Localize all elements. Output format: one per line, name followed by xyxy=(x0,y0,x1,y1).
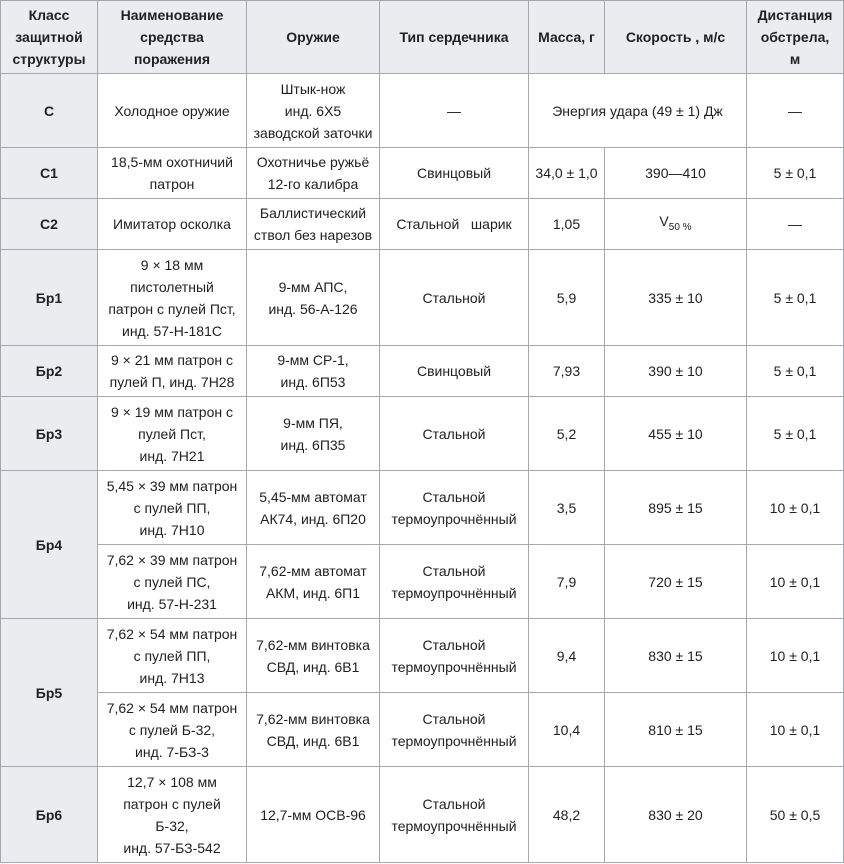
speed-cell: 335 ± 10 xyxy=(605,250,747,346)
weapon-cell: Баллистический ствол без нарезов xyxy=(247,199,380,250)
core-cell: Свинцовый xyxy=(380,346,529,397)
speed-symbol: V xyxy=(659,212,669,229)
weapon-cell: 5,45-мм автомат АК74, инд. 6П20 xyxy=(247,471,380,545)
means-cell: Холодное оружие xyxy=(98,74,247,148)
class-cell: Бр4 xyxy=(1,471,98,619)
mass-cell: 48,2 xyxy=(529,767,605,863)
class-cell: Бр1 xyxy=(1,250,98,346)
distance-cell: 10 ± 0,1 xyxy=(747,471,844,545)
speed-cell: 390—410 xyxy=(605,148,747,199)
mass-cell: 34,0 ± 1,0 xyxy=(529,148,605,199)
core-cell: Стальной термоупрочнённый xyxy=(380,471,529,545)
core-cell: Стальной xyxy=(380,250,529,346)
mass-cell: 3,5 xyxy=(529,471,605,545)
distance-cell: — xyxy=(747,199,844,250)
header-class: Класс защитной структуры xyxy=(1,1,98,74)
mass-cell: 10,4 xyxy=(529,693,605,767)
class-cell: Бр3 xyxy=(1,397,98,471)
distance-cell: 5 ± 0,1 xyxy=(747,346,844,397)
means-cell: 7,62 × 54 мм патрон с пулей Б-32, инд. 7-БЗ-3 xyxy=(98,693,247,767)
core-cell: Свинцовый xyxy=(380,148,529,199)
means-cell: 5,45 × 39 мм патрон с пулей ПП, инд. 7Н10 xyxy=(98,471,247,545)
table-row-br1 xyxy=(1,250,844,346)
speed-cell: 455 ± 10 xyxy=(605,397,747,471)
weapon-cell: 7,62-мм винтовка СВД, инд. 6В1 xyxy=(247,693,380,767)
table-row-br5b xyxy=(1,693,844,767)
means-cell: 9 × 18 мм пистолетный патрон с пулей Пст, инд. 57-Н-181С xyxy=(98,250,247,346)
weapon-cell: Штык-нож инд. 6Х5 заводской заточки xyxy=(247,74,380,148)
class-cell: С1 xyxy=(1,148,98,199)
weapon-cell: 9-мм СР-1, инд. 6П53 xyxy=(247,346,380,397)
header-row xyxy=(1,1,844,74)
table-row-br2 xyxy=(1,346,844,397)
means-cell: 7,62 × 39 мм патрон с пулей ПС, инд. 57-Н-231 xyxy=(98,545,247,619)
distance-cell: — xyxy=(747,74,844,148)
table-row-c2 xyxy=(1,199,844,250)
table-row-c xyxy=(1,74,844,148)
distance-cell: 5 ± 0,1 xyxy=(747,148,844,199)
speed-cell: 720 ± 15 xyxy=(605,545,747,619)
weapon-cell: Охотничье ружьё 12-го калибра xyxy=(247,148,380,199)
header-core: Тип сердечника xyxy=(380,1,529,74)
weapon-cell: 9-мм ПЯ, инд. 6П35 xyxy=(247,397,380,471)
distance-cell: 10 ± 0,1 xyxy=(747,619,844,693)
table-row-br5a xyxy=(1,619,844,693)
table-row-c1 xyxy=(1,148,844,199)
mass-cell: 7,9 xyxy=(529,545,605,619)
speed-cell: 830 ± 20 xyxy=(605,767,747,863)
header-weapon: Оружие xyxy=(247,1,380,74)
class-cell: С2 xyxy=(1,199,98,250)
weapon-cell: 9-мм АПС, инд. 56-А-126 xyxy=(247,250,380,346)
energy-cell: Энергия удара (49 ± 1) Дж xyxy=(529,74,747,148)
header-speed: Скорость , м/с xyxy=(605,1,747,74)
distance-cell: 5 ± 0,1 xyxy=(747,250,844,346)
distance-cell: 10 ± 0,1 xyxy=(747,545,844,619)
speed-cell: 830 ± 15 xyxy=(605,619,747,693)
speed-cell xyxy=(605,199,747,250)
header-distance: Дистанция обстрела, м xyxy=(747,1,844,74)
class-cell: Бр6 xyxy=(1,767,98,863)
table-row-br6 xyxy=(1,767,844,863)
class-cell: С xyxy=(1,74,98,148)
means-cell: Имитатор осколка xyxy=(98,199,247,250)
class-cell: Бр2 xyxy=(1,346,98,397)
weapon-cell: 7,62-мм винтовка СВД, инд. 6В1 xyxy=(247,619,380,693)
mass-cell: 1,05 xyxy=(529,199,605,250)
core-cell: Стальной термоупрочнённый xyxy=(380,693,529,767)
header-mass: Масса, г xyxy=(529,1,605,74)
table-row-br4a xyxy=(1,471,844,545)
means-cell: 18,5-мм охотничий патрон xyxy=(98,148,247,199)
speed-cell: 390 ± 10 xyxy=(605,346,747,397)
means-cell: 9 × 19 мм патрон с пулей Пст, инд. 7Н21 xyxy=(98,397,247,471)
means-cell: 7,62 × 54 мм патрон с пулей ПП, инд. 7Н13 xyxy=(98,619,247,693)
core-cell: Стальной термоупрочнённый xyxy=(380,619,529,693)
header-means: Наименование средства поражения xyxy=(98,1,247,74)
speed-cell: 895 ± 15 xyxy=(605,471,747,545)
means-cell: 9 × 21 мм патрон с пулей П, инд. 7Н28 xyxy=(98,346,247,397)
class-cell: Бр5 xyxy=(1,619,98,767)
mass-cell: 5,2 xyxy=(529,397,605,471)
table-row-br3 xyxy=(1,397,844,471)
core-cell: Стальной xyxy=(380,397,529,471)
distance-cell: 10 ± 0,1 xyxy=(747,693,844,767)
core-cell: — xyxy=(380,74,529,148)
mass-cell: 5,9 xyxy=(529,250,605,346)
distance-cell: 50 ± 0,5 xyxy=(747,767,844,863)
core-cell: Стальной термоупрочнённый xyxy=(380,545,529,619)
weapon-cell: 12,7-мм ОСВ-96 xyxy=(247,767,380,863)
mass-cell: 7,93 xyxy=(529,346,605,397)
speed-subscript: 50 % xyxy=(668,221,692,233)
distance-cell: 5 ± 0,1 xyxy=(747,397,844,471)
core-cell: Стальной термоупрочнённый xyxy=(380,767,529,863)
table-row-br4b xyxy=(1,545,844,619)
speed-cell: 810 ± 15 xyxy=(605,693,747,767)
weapon-cell: 7,62-мм автомат АКМ, инд. 6П1 xyxy=(247,545,380,619)
mass-cell: 9,4 xyxy=(529,619,605,693)
means-cell: 12,7 × 108 мм патрон с пулей Б-32, инд. 57-БЗ-542 xyxy=(98,767,247,863)
core-cell: Стальной шарик xyxy=(380,199,529,250)
